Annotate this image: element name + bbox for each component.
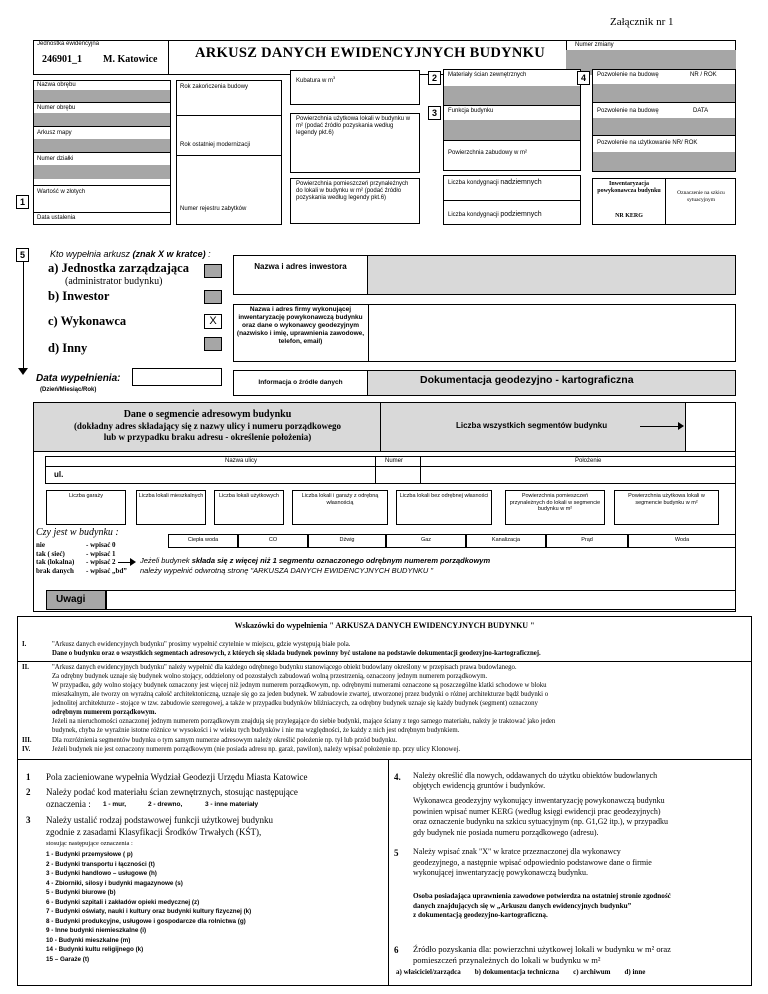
change-no-label: Numer zmiany: [575, 42, 614, 48]
function-code: 2 - Budynki transportu i łączności (t): [46, 860, 155, 868]
reverse-side-note: należy wypełnić odwrotną stronę "ARKUSZA DANYCH EWIDENCYJNYCH BUDYNKU ": [140, 566, 434, 575]
unit-name: M. Katowice: [103, 54, 158, 65]
street-prefix: ul.: [54, 470, 64, 479]
segment-col-3[interactable]: Liczba lokali użytkowych: [214, 490, 284, 525]
function-code: 15 – Garaże (t): [46, 955, 90, 963]
point-1-num: 1: [26, 772, 31, 782]
function-code: 1 - Budynki przemysłowe ( p): [46, 851, 133, 858]
parcel-no-field[interactable]: [34, 165, 170, 179]
obreb-name-label: Nazwa obrębu: [37, 82, 76, 88]
function-code: 14 - Budynki kultu religijnego (k): [46, 946, 144, 953]
obreb-no-field[interactable]: [34, 113, 170, 126]
instr-II-num: II.: [22, 664, 29, 671]
function-code: 7 - Budynki oświaty, nauki i kultury oraz budynki kultury fizycznej (k): [46, 908, 252, 915]
function-code: 6 - Budynki szpitali i zakładów opieki medycznej (z): [46, 898, 200, 906]
segment-col-2[interactable]: Liczba lokali mieszkalnych: [136, 490, 206, 525]
inventory-label: Inwentaryzacja powykonawcza budynku: [597, 181, 661, 194]
option-b-checkbox[interactable]: [204, 290, 222, 304]
instr-II-6: odrębnym numerem porządkowym.: [52, 709, 157, 716]
instr-II-8: budynek, chyba że wyraźnie istotne różnice w wysokości i w wieku tych budynków i nie ma względności, że każdy z nich jest odrębnym budynkiem.: [52, 727, 460, 734]
built-area-label: Powierzchnia zabudowy w m²: [448, 150, 528, 156]
multi-segment-note: Jeżeli budynek składa się z więcej niż 1 segmentu oznaczonego odrębnym numerem porządkowym: [140, 556, 491, 565]
permit-nr-label: Pozwolenie na budowę: [597, 72, 659, 78]
kerg-label: NR KERG: [615, 213, 643, 219]
data-source-label: Informacja o źródle danych: [258, 379, 343, 386]
instr-II-5: jednolitej architekturze - stojące w tzw. zabudowie szeregowej, a także w przypadku budynków bliźniaczych, za odrębny budynek uznaje się każdy budynek (segment) oznaczony: [52, 700, 538, 707]
option-b-label: b) Inwestor: [48, 289, 110, 303]
arrow-right-icon: [130, 558, 136, 566]
media-legend-key: tak (lokalna): [36, 558, 75, 566]
option-c-label: c) Wykonawca: [48, 314, 127, 328]
value-label: Wartość w złotych: [37, 189, 86, 195]
segment-col-7[interactable]: Powierzchnia użytkowa lokali w segmencie budynku w m²: [614, 490, 719, 525]
fill-date-format: (Dzień/Miesiąc/Rok): [40, 387, 97, 393]
media-1[interactable]: Ciepła woda: [168, 534, 238, 548]
parcel-no-label: Numer działki: [37, 156, 74, 162]
function-code: 9 - Inne budynki niemieszkalne (i): [46, 927, 147, 934]
unit-code: 246901_1: [42, 54, 82, 65]
function-field[interactable]: [444, 120, 580, 140]
point-3-b: zgodnie z zasadami Klasyfikacji Środków Trwałych (KŚT),: [46, 827, 262, 837]
function-code: 3 - Budynki handlowo – usługowe (h): [46, 870, 157, 877]
fill-date-label: Data wypełnienia:: [36, 373, 121, 384]
map-sheet-field[interactable]: [34, 139, 170, 152]
remarks-field[interactable]: [106, 590, 736, 610]
wall-material-field[interactable]: [444, 86, 580, 105]
function-code: 8 - Budynki produkcyjne, usługowe i gospodarcze dla rolnictwa (g): [46, 917, 246, 925]
option-a-sub: (administrator budynku): [65, 276, 163, 287]
instr-II-4: mieszkalnym, ale tworzy on wyraźną całość architektoniczną, uznaje się go za jeden budynek. W zabudowie zwartej, utworzonej przez budynki o różnej architekturze bądź budynki o: [52, 691, 549, 698]
obreb-no-label: Numer obrębu: [37, 105, 76, 111]
appendix-label: Załącznik nr 1: [610, 16, 674, 28]
media-legend-value: - wpisać 0: [86, 541, 116, 549]
point-2-num: 2: [26, 787, 31, 797]
media-3[interactable]: Dźwig: [308, 534, 386, 548]
point-3-c: stosując następujące oznaczenia :: [46, 840, 133, 847]
year-modern-label: Rok ostatniej modernizacji: [180, 142, 251, 148]
floors-above-label: Liczba kondygnacji nadziemnych: [448, 179, 542, 186]
who-question: Kto wypełnia arkusz (znak X w kratce) :: [50, 249, 211, 259]
option-d-checkbox[interactable]: [204, 337, 222, 351]
rooms-area-label: Powierzchnia pomieszczeń przynależnych do lokali w budynku w m² (podać źródło pozyskania według legendy pkt.6): [296, 181, 409, 201]
media-7[interactable]: Woda: [628, 534, 736, 548]
instr-II-1: "Arkusz danych ewidencyjnych budynku" należy wypełnić dla każdego odrębnego budynku stanowiącego obiekt budowlany określony w przepisach prawa budowlanego.: [52, 664, 517, 671]
media-legend-value: - wpisać 2: [86, 558, 116, 566]
instr-II-3: W przypadku, gdy wolno stojący budynek oznaczony jest więcej niż jednym numerem porządkowym, np. odrębnymi numerami oznaczone są poszczególne klatki schodowe w bloku: [52, 682, 547, 689]
investor-label: Nazwa i adres inwestora: [254, 262, 347, 271]
sketch-mark-label: Oznaczenie na szkicu sytuacyjnym: [677, 190, 725, 203]
option-a-checkbox[interactable]: [204, 264, 222, 278]
unit-label: Jednostka ewidencyjna: [37, 41, 100, 47]
media-2[interactable]: CO: [238, 534, 308, 548]
wall-material-label: Materiały ścian zewnętrznych: [448, 72, 527, 78]
media-4[interactable]: Gaz: [386, 534, 466, 548]
point-6-num: 6: [394, 945, 399, 955]
point-2: Należy podać kod materiału ścian zewnętrznych, stosując następujące: [46, 787, 298, 797]
function-code: 10 - Budynki mieszkalne (m): [46, 936, 131, 944]
location-header: Położenie: [575, 458, 602, 464]
point-6: Źródło pozyskania dla: powierzchni użytkowej lokali w budynku w m² oraz pomieszczeń przynależnych do lokali w budynku w m²: [413, 944, 671, 965]
instr-IV: Jeżeli budynek nie jest oznaczony numerem porządkowym (nie posiada adresu np. garaż, pawilon), należy wpisać położenie np. przy ulicy Klonowej.: [52, 746, 461, 753]
arrow-down-icon: [18, 368, 28, 375]
instr-I-2: Dane o budynku oraz o wszystkich segmentach adresowych, z których się składa budynek powinny być ustalone na podstawie dokumentacji geodezyjno-kartograficznej.: [52, 650, 541, 657]
instr-I-num: I.: [22, 641, 27, 648]
obreb-name-field[interactable]: [34, 90, 170, 102]
year-built-label: Rok zakończenia budowy: [180, 84, 249, 90]
media-legend-value: - wpisać „bd”: [86, 566, 127, 575]
point-5-note: Osoba posiadająca uprawnienia zawodowe potwierdza na ostatniej stronie zgodność danych znajdujących się w „Arkuszu danych ewidencyjnych budynku” z dokumentacją geodezyjno-kartograficzną.: [413, 892, 671, 919]
years-block: [176, 80, 282, 225]
media-legend-key: nie: [36, 541, 45, 549]
segment-col-6[interactable]: Powierzchnia pomieszczeń przynależnych do lokali w segmencie budynku w m²: [505, 490, 605, 525]
media-question: Czy jest w budynku :: [36, 527, 119, 538]
point-3-num: 3: [26, 815, 31, 825]
fill-date-field[interactable]: [132, 368, 222, 386]
material-1: 1 - mur,: [103, 801, 127, 808]
point-4-body: Wykonawca geodezyjny wykonujący inwentaryzację powykonawczą budynku powinien wpisać numer KERG (według księgi ewidencji prac geodezyjnych) oraz oznaczenie budynku na szkicu sytuacyjnym (np. G1,G2 itp.), w przypadku gdy budynek nie posiada numeru porządkowego (adresu).: [413, 796, 669, 837]
point-3: Należy ustalić rodzaj podstawowej funkcji użytkowej budynku: [46, 815, 273, 825]
valuation-date-label: Data ustalenia: [37, 215, 76, 221]
point-1: Pola zacieniowane wypełnia Wydział Geodezji Urzędu Miasta Katowice: [46, 772, 308, 782]
use-permit-field[interactable]: [593, 152, 735, 171]
function-label: Funkcja budynku: [448, 108, 494, 114]
media-6[interactable]: Prąd: [546, 534, 628, 548]
instr-I-1: "Arkusz danych ewidencyjnych budynku" prosimy wypełnić czytelnie w miejscu, gdzie występują białe pola.: [52, 641, 351, 648]
media-5[interactable]: Kanalizacja: [466, 534, 546, 548]
remarks-label: Uwagi: [56, 594, 86, 605]
material-2: 2 - drewno,: [148, 801, 183, 808]
form-title: ARKUSZ DANYCH EWIDENCYJNYCH BUDYNKU: [194, 45, 546, 61]
function-code: 5 - Budynki biurowe (b): [46, 889, 116, 896]
use-permit-label: Pozwolenie na użytkowanie NR/ ROK: [597, 140, 698, 146]
point-2-b: oznaczenia :: [46, 799, 91, 809]
usable-area-label: Powierzchnia użytkowa lokali w budynku w m² (podać źródło pozyskania według legendy pkt.6): [296, 116, 411, 136]
point-5: Należy wpisać znak "X" w kratce przeznaczonej dla wykonawcy geodezyjnego, a następnie wpisać odpowiednio podstawowe dane o firmie wykonującej inwentaryzację powykonawczą budynku.: [413, 847, 652, 877]
permit-date-suffix: DATA: [693, 108, 709, 114]
instr-III-num: III.: [22, 737, 32, 744]
section-2-badge: 2: [428, 71, 441, 85]
segment-col-5[interactable]: Liczba lokali bez odrębnej własności: [396, 490, 492, 525]
segments-subtitle: (dokładny adres składający się z nazwy ulicy i numeru porządkowego lub w przypadku braku adresu - określenie położenia): [73, 421, 342, 442]
segment-col-4[interactable]: Liczba lokali i garaży z odrębną własnością: [292, 490, 388, 525]
segment-count-field[interactable]: [685, 402, 736, 452]
permit-nr-field[interactable]: [593, 84, 735, 102]
option-c-checkbox[interactable]: X: [204, 314, 222, 329]
street-name-header: Nazwa ulicy: [225, 458, 258, 464]
point-5-num: 5: [394, 848, 399, 858]
media-legend-key: tak ( sieć): [36, 549, 65, 558]
section-1-badge: 1: [16, 195, 29, 209]
permit-nr-suffix: NR / ROK: [690, 72, 717, 78]
option-d-label: d) Inny: [48, 341, 88, 355]
map-sheet-label: Arkusz mapy: [37, 130, 72, 136]
arrow-right-icon: [678, 422, 684, 430]
source-options: a) właściciel/zarządca b) dokumentacja techniczna c) archiwum d) inne: [396, 968, 646, 976]
instr-II-2: Za odrębny budynek uznaje się budynek wolno stojący, oddzielony od pozostałych zabudowań wolną przestrzenią, oznaczony jednym numerem porządkowym.: [52, 673, 488, 680]
media-legend-value: - wpisać 1: [86, 549, 116, 558]
material-3: 3 - inne materiały: [205, 801, 259, 808]
point-4: Należy określić dla nowych, oddawanych do użytku obiektów budowlanych objętych ewidencją gruntów i budynków.: [413, 771, 658, 790]
contractor-label: Nazwa i adres firmy wykonującej inwentaryzację powykonawczą budynku oraz dane o wykonawcy geodezyjnym (nazwisko i imię, uprawnienia zawodowe, telefon, email): [236, 306, 365, 345]
monument-reg-label: Numer rejestru zabytków: [180, 206, 247, 212]
permit-date-field[interactable]: [593, 118, 735, 135]
media-legend-key: brak danych: [36, 566, 74, 575]
volume-label: Kubatura w $m^3$: [296, 75, 336, 84]
doc-type-value: Dokumentacja geodezyjno - kartograficzna: [420, 374, 634, 386]
instr-IV-num: IV.: [22, 746, 31, 753]
instr-III: Dla rozróżnienia segmentów budynku o tym samym numerze adresowym należy określić położenie np. tył lub przód budynku.: [52, 737, 398, 744]
investor-label-cell: [233, 255, 368, 295]
instructions-heading: Wskazówki do wypełnienia " ARKUSZA DANYCH EWIDENCYJNYCH BUDYNKU ": [234, 621, 535, 630]
segments-title: Dane o segmencie adresowym budynku: [123, 409, 292, 420]
section-3-badge: 3: [428, 106, 441, 120]
function-code: 4 - Zbiorniki, silosy i budynki magazynowe (s): [46, 879, 183, 887]
segment-count-label: Liczba wszystkich segmentów budynku: [456, 421, 608, 430]
instr-II-7: Jeżeli na nieruchomości oznaczonej jednym numerem porządkowym znajdują się przylegające do siebie budynki, mające ściany z tego samego materiału, należy je traktować jako jeden: [52, 718, 556, 725]
point-4-num: 4.: [394, 772, 401, 782]
number-header: Numer: [385, 458, 404, 464]
permit-date-label: Pozwolenie na budowę: [597, 108, 659, 114]
option-a-label: a) Jednostka zarządzająca: [48, 261, 189, 275]
section-4-badge: 4: [577, 71, 590, 85]
segment-col-1[interactable]: Liczba garaży: [46, 490, 126, 525]
section-5-badge: 5: [16, 248, 29, 262]
floors-below-label: Liczba kondygnacji podziemnych: [448, 211, 542, 218]
